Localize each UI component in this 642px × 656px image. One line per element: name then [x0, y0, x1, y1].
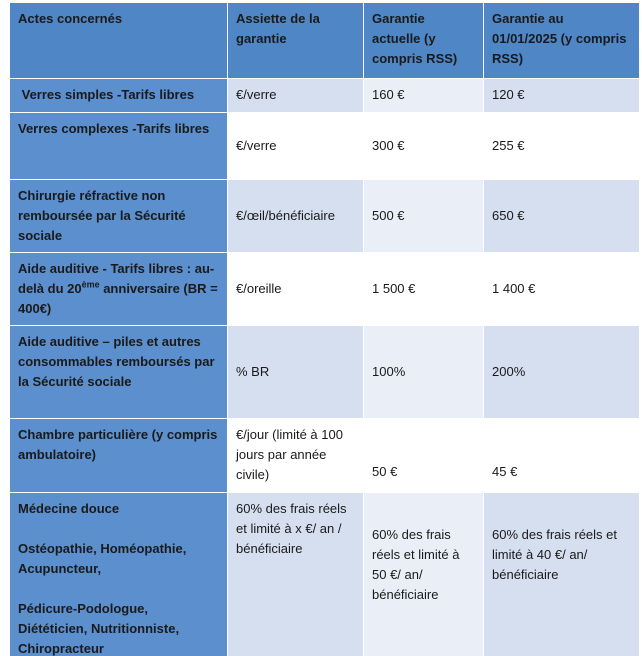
row-label	[10, 493, 228, 656]
row-label	[10, 253, 228, 326]
row-garantie-2025: 200%	[484, 326, 640, 419]
row-garantie-actuelle: 50 €	[364, 419, 484, 493]
row-garantie-actuelle: 300 €	[364, 113, 484, 180]
row-label: Chambre particulière (y compris ambulatoire)	[10, 419, 228, 493]
table-row	[10, 253, 640, 326]
row-label: Chirurgie réfractive non remboursée par la Sécurité sociale	[10, 180, 228, 253]
row-label-part: anniversaire (BR = 400€)	[18, 281, 218, 316]
table-row	[10, 493, 640, 656]
header-actes: Actes concernés	[10, 3, 228, 79]
row-assiette: €/verre	[228, 79, 364, 113]
guarantee-table	[9, 2, 640, 656]
row-garantie-actuelle: 100%	[364, 326, 484, 419]
table-row	[10, 79, 640, 113]
table-header-row	[10, 3, 640, 79]
row-assiette: 60% des frais réels et limité à x €/ an / bénéficiaire	[228, 493, 364, 656]
row-garantie-2025: 60% des frais réels et limité à 40 €/ an/ bénéficiaire	[484, 493, 640, 656]
row-label: Aide auditive – piles et autres consommables remboursés par la Sécurité sociale	[10, 326, 228, 419]
row-label: Verres complexes -Tarifs libres	[10, 113, 228, 180]
row-label-part: Aide auditive - Tarifs libres : au-delà du 20	[18, 261, 215, 296]
row-label-line: Pédicure-Podologue, Diététicien, Nutritionniste, Chiropracteur	[18, 601, 180, 656]
row-garantie-2025: 120 €	[484, 79, 640, 113]
row-garantie-actuelle: 60% des frais réels et limité à 50 €/ an/ bénéficiaire	[364, 493, 484, 656]
row-assiette: €/oreille	[228, 253, 364, 326]
row-assiette: €/verre	[228, 113, 364, 180]
row-assiette: % BR	[228, 326, 364, 419]
row-assiette: €/œil/bénéficiaire	[228, 180, 364, 253]
row-label-title: Médecine douce	[18, 501, 120, 516]
row-garantie-2025: 255 €	[484, 113, 640, 180]
row-assiette: €/jour (limité à 100 jours par année civile)	[228, 419, 364, 493]
header-garantie-2025: Garantie au 01/01/2025 (y compris RSS)	[484, 3, 640, 79]
row-garantie-actuelle: 160 €	[364, 79, 484, 113]
row-garantie-2025: 45 €	[484, 419, 640, 493]
row-label: Verres simples -Tarifs libres	[10, 79, 228, 113]
table-row	[10, 326, 640, 419]
row-garantie-actuelle: 500 €	[364, 180, 484, 253]
row-garantie-actuelle: 1 500 €	[364, 253, 484, 326]
header-garantie-actuelle: Garantie actuelle (y compris RSS)	[364, 3, 484, 79]
header-assiette: Assiette de la garantie	[228, 3, 364, 79]
table-row	[10, 180, 640, 253]
row-label-superscript: ème	[81, 279, 100, 290]
table-row	[10, 113, 640, 180]
row-garantie-2025: 1 400 €	[484, 253, 640, 326]
table-row	[10, 419, 640, 493]
row-label-line: Ostéopathie, Homéopathie, Acupuncteur,	[18, 541, 187, 576]
row-garantie-2025: 650 €	[484, 180, 640, 253]
